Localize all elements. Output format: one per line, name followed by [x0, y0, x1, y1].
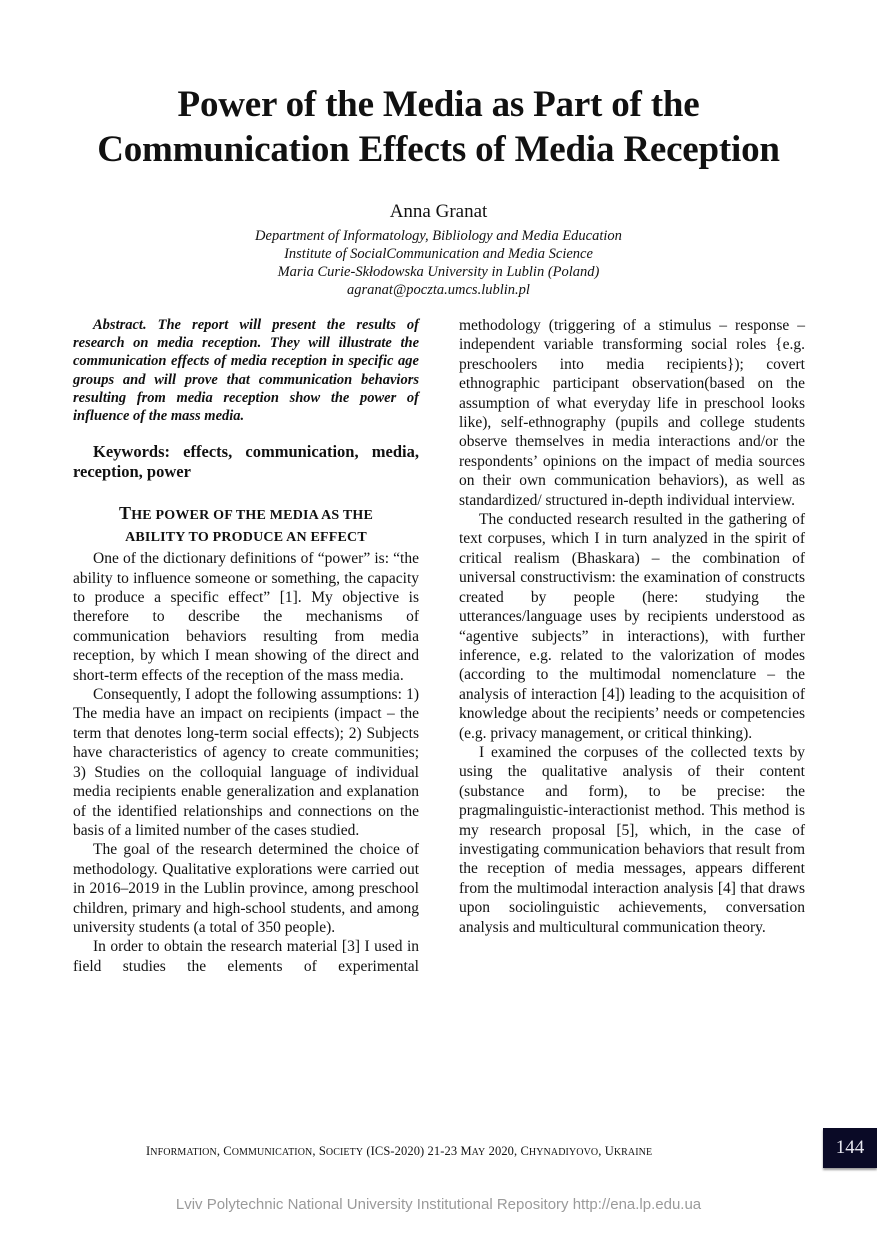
section-heading — [73, 502, 419, 549]
author-name: Anna Granat — [389, 201, 488, 222]
footer-text: 2020, — [485, 1144, 521, 1158]
repository-watermark: Lviv Polytechnic National University Institutional Repository http://ena.lp.edu.ua — [175, 1196, 702, 1213]
affiliation-university: Maria Curie-Skłodowska University in Lublin (Poland) — [277, 264, 600, 280]
section-heading-line-2: ABILITY TO PRODUCE AN EFFECT — [125, 530, 367, 546]
body-paragraph: In order to obtain the research material [3] I used in field studies the elements of experimental — [73, 938, 419, 975]
paper-title — [0, 82, 877, 172]
footer-text: (ICS-2020) 21-23 — [363, 1144, 461, 1158]
section-heading-line-1: HE POWER OF THE MEDIA AS THE — [131, 508, 374, 524]
footer-cap: C — [223, 1144, 232, 1158]
footer-smallcaps: HYNADIYOVO — [528, 1147, 599, 1158]
body-paragraph: The conducted research resulted in the gathering of text corpuses, which I in turn analyzed in the spirit of critical realism (Bhaskara) – the combination of universal constructivism: the examination of constructs created by people (here: studying the utterances/language uses by recipients understood as “agentive subjects” in interactions), with further inference, e.g. related to the valorization of modes (according to the multimodal nomenclature – the analysis of interaction [4]) leading to the acquisition of knowledge about the recipients’ needs or competencies (e.g. privacy management, or critical thinking). — [459, 511, 805, 742]
footer-smallcaps: KRAINE — [613, 1147, 653, 1158]
affiliation-department: Department of Informatology, Bibliology and Media Education — [255, 228, 622, 244]
right-column — [459, 316, 805, 937]
footer-smallcaps: OCIETY — [325, 1147, 364, 1158]
body-paragraph: I examined the corpuses of the collected texts by using the qualitative analysis of their content (substance and form), to be precise: the pragmalinguistic-interactionist method. This method is my research proposal [5], which, in the case of investigating communication behaviors that result from the reception of media messages, appears different from the multimodal interaction analysis [4] that draws upon sociolinguistic achievements, conversation analysis and multicultural communication theory. — [459, 743, 805, 936]
affiliation-institute: Institute of SocialCommunication and Media Science — [284, 246, 593, 262]
body-paragraph: The goal of the research determined the choice of methodology. Qualitative explorations were carried out in 2016–2019 in the Lublin province, among preschool children, primary and high-school students, and among university students (a total of 350 people). — [73, 841, 419, 936]
body-paragraph: One of the dictionary definitions of “power” is: “the ability to influence someone or something, the capacity to produce a specific effect” [1]. My objective is therefore to describe the mechanisms of communication behaviors resulting from media reception, by which I mean showing of the direct and short-term effects of the reception of the mass media. — [73, 550, 419, 684]
footer-cap: U — [604, 1144, 614, 1158]
conference-footer — [146, 1144, 652, 1159]
footer-smallcaps: NFORMATION — [150, 1147, 217, 1158]
footer-cap: S — [318, 1144, 326, 1158]
footer-smallcaps: AY — [471, 1147, 486, 1158]
abstract: Abstract. The report will present the results of research on media reception. They will illustrate the communication effects of media reception in specific age groups and will prove that communication behaviors resulting from media reception show the power of influence of the mass media. — [73, 317, 419, 425]
footer-cap: M — [460, 1144, 472, 1158]
author-email: agranat@poczta.umcs.lublin.pl — [347, 282, 530, 298]
footer-text: , — [216, 1144, 224, 1158]
body-paragraph: methodology (triggering of a stimulus – response – independent variable transforming social roles {e.g. preschoolers into media recipients}); covert ethnographic participant observation(based on the assumption of what everyday life in preschool looks like), self-ethnography (pupils and college students observe themselves in media interactions and/or the respondents’ opinions on the impact of media sources on their own communication behaviors), as well as standardized/ structured in-depth individual interview. — [459, 317, 805, 509]
body-paragraph: Consequently, I adopt the following assumptions: 1) The media have an impact on recipients (impact – the term that denotes long-term social effects); 2) Subjects have characteristics of agency to create communities; 3) Studies on the colloquial language of individual media recipients enable generalization and explanation of the identified relationships and connections on the basis of a limited number of the cases studied. — [73, 686, 419, 839]
footer-text: , — [312, 1144, 319, 1158]
footer-smallcaps: OMMUNICATION — [231, 1147, 313, 1158]
keywords: Keywords: effects, communication, media, reception, power — [73, 442, 419, 482]
author-affiliation — [0, 227, 877, 299]
left-column — [73, 316, 419, 976]
section-heading-initial: T — [118, 503, 132, 524]
footer-cap: I — [146, 1144, 151, 1158]
title-line-2: Communication Effects of Media Reception — [97, 129, 780, 170]
title-line-1: Power of the Media as Part of the — [177, 84, 700, 125]
page-number: 144 — [823, 1128, 877, 1168]
footer-text: , — [598, 1144, 605, 1158]
footer-cap: C — [520, 1144, 529, 1158]
